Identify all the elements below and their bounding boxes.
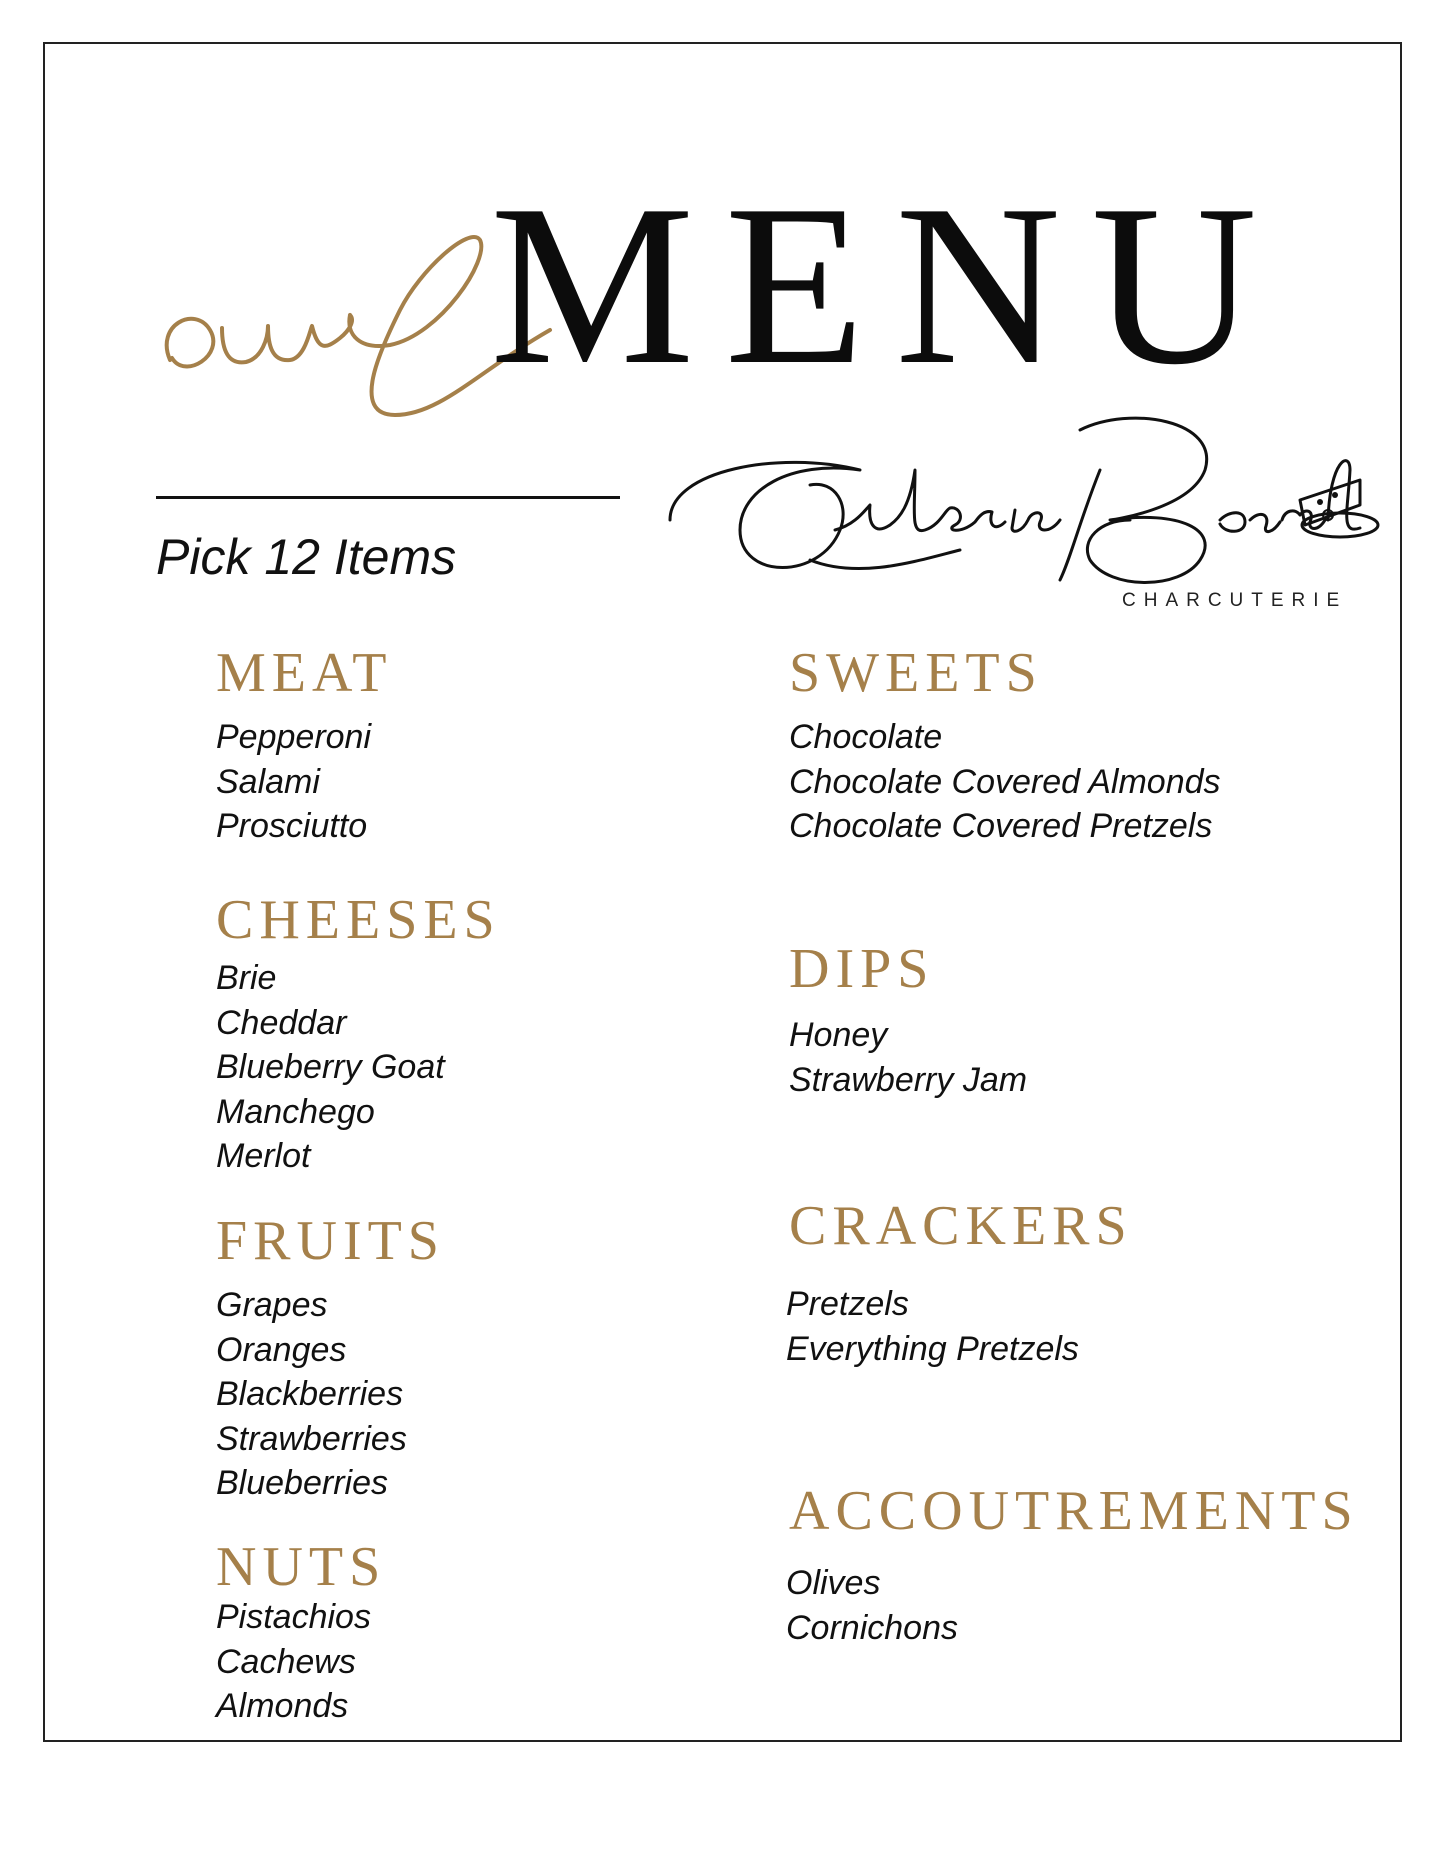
list-item: Salami xyxy=(216,762,320,801)
section-nuts xyxy=(216,1535,386,1729)
section-crackers xyxy=(786,1194,1133,1371)
section-sweets xyxy=(789,641,1221,849)
list-item: Chocolate xyxy=(789,718,943,757)
list-item: Chocolate Covered Almonds xyxy=(789,762,1221,801)
section-title: MEAT xyxy=(216,642,393,704)
section-title: SWEETS xyxy=(789,642,1043,704)
section-fruits xyxy=(216,1209,445,1506)
list-item: Chocolate Covered Pretzels xyxy=(789,807,1213,846)
list-item: Cornichons xyxy=(786,1608,958,1647)
section-meat xyxy=(216,641,392,849)
list-item: Olives xyxy=(786,1564,881,1603)
list-item: Pistachios xyxy=(216,1598,371,1637)
section-cheeses xyxy=(216,888,501,1179)
list-item: Strawberries xyxy=(216,1419,407,1458)
section-title: NUTS xyxy=(216,1536,387,1598)
list-item: Pretzels xyxy=(786,1285,909,1324)
logo-tagline: CHARCUTERIE xyxy=(1122,590,1348,611)
menu-title: MENU xyxy=(490,157,1288,412)
section-dips xyxy=(789,937,1027,1102)
list-item: Cheddar xyxy=(216,1003,347,1042)
list-item: Strawberry Jam xyxy=(789,1060,1028,1099)
list-item: Honey xyxy=(789,1016,888,1055)
list-item: Almonds xyxy=(216,1687,349,1726)
list-item: Merlot xyxy=(216,1137,311,1176)
pick-instruction: Pick 12 Items xyxy=(156,529,457,585)
list-item: Blackberries xyxy=(216,1375,404,1414)
list-item: Oranges xyxy=(216,1330,347,1369)
section-title: ACCOUTREMENTS xyxy=(789,1480,1359,1542)
list-item: Prosciutto xyxy=(216,807,368,846)
section-title: FRUITS xyxy=(216,1210,445,1272)
list-item: Everything Pretzels xyxy=(786,1329,1079,1368)
section-title: DIPS xyxy=(789,938,935,1000)
section-title: CRACKERS xyxy=(789,1195,1133,1257)
section-accoutrements xyxy=(786,1479,1359,1650)
list-item: Blueberry Goat xyxy=(216,1048,445,1087)
list-item: Grapes xyxy=(216,1286,328,1325)
section-title: CHEESES xyxy=(216,889,501,951)
list-item: Cachews xyxy=(216,1642,356,1681)
divider-line xyxy=(156,496,620,499)
list-item: Brie xyxy=(216,959,277,998)
list-item: Blueberries xyxy=(216,1464,388,1503)
list-item: Pepperoni xyxy=(216,718,372,757)
list-item: Manchego xyxy=(216,1092,375,1131)
